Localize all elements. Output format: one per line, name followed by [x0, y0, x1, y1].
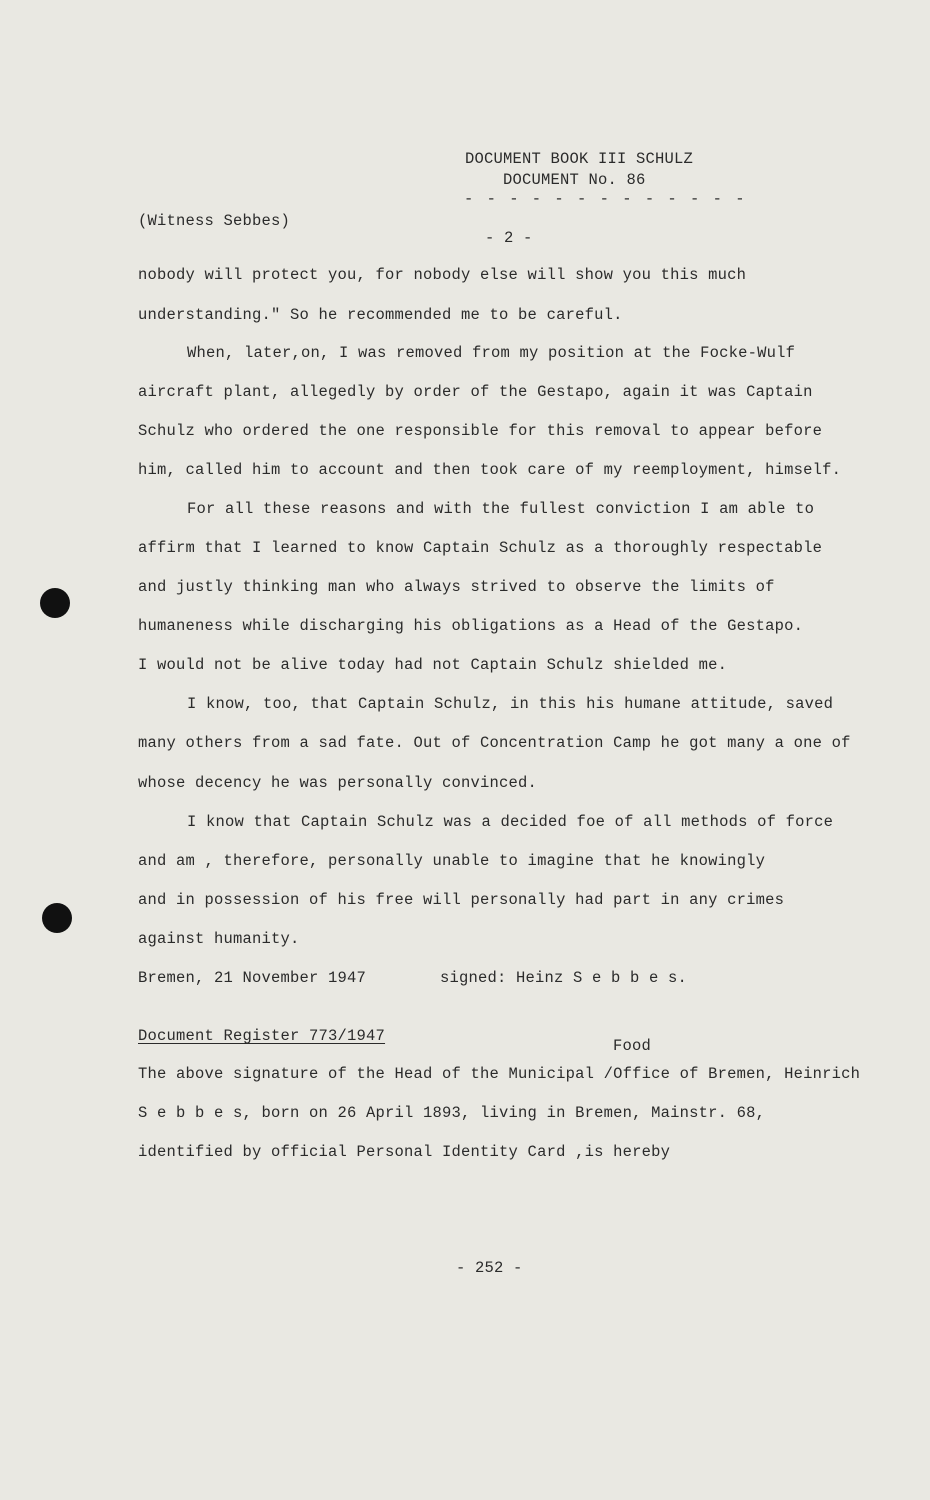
register-line: S e b b e s, born on 26 April 1893, living in Bremen, Mainstr. 68,: [138, 1104, 766, 1122]
witness-label: (Witness Sebbes): [138, 212, 291, 230]
body-line: I know, too, that Captain Schulz, in this his humane attitude, saved: [187, 695, 834, 713]
body-line: and in possession of his free will personally had part in any crimes: [138, 891, 785, 909]
header-dash-rule: - - - - - - - - - - - - -: [464, 190, 747, 208]
body-line: humaneness while discharging his obligations as a Head of the Gestapo.: [138, 617, 804, 635]
document-book-line: DOCUMENT BOOK III SCHULZ: [465, 150, 694, 168]
punch-hole-top: [40, 588, 70, 618]
body-line: many others from a sad fate. Out of Concentration Camp he got many a one of: [138, 734, 851, 752]
body-line: I would not be alive today had not Captain Schulz shielded me.: [138, 656, 728, 674]
register-line: The above signature of the Head of the Municipal /Office of Bremen, Heinrich: [138, 1065, 861, 1083]
signed-line: signed: Heinz S e b b e s.: [440, 969, 688, 987]
register-line: identified by official Personal Identity Card ,is hereby: [138, 1143, 671, 1161]
body-line: and justly thinking man who always strived to observe the limits of: [138, 578, 775, 596]
body-line: affirm that I learned to know Captain Schulz as a thoroughly respectable: [138, 539, 823, 557]
document-register-label: Document Register 773/1947: [138, 1027, 386, 1045]
body-line: and am , therefore, personally unable to imagine that he knowingly: [138, 852, 766, 870]
body-line: against humanity.: [138, 930, 300, 948]
body-line: nobody will protect you, for nobody else will show you this much: [138, 266, 747, 284]
body-line: him, called him to account and then took care of my reemployment, himself.: [138, 461, 842, 479]
footer-page-number: - 252 -: [456, 1259, 523, 1277]
place-date: Bremen, 21 November 1947: [138, 969, 367, 987]
document-number-line: DOCUMENT No. 86: [503, 171, 646, 189]
punch-hole-bottom: [42, 903, 72, 933]
body-line: understanding." So he recommended me to be careful.: [138, 306, 623, 324]
body-line: When, later,on, I was removed from my position at the Focke-Wulf: [187, 344, 796, 362]
body-line: whose decency he was personally convinced.: [138, 774, 538, 792]
page-marker: - 2 -: [485, 229, 533, 247]
inserted-word: Food: [613, 1037, 652, 1055]
body-line: I know that Captain Schulz was a decided foe of all methods of force: [187, 813, 834, 831]
body-line: aircraft plant, allegedly by order of the Gestapo, again it was Captain: [138, 383, 813, 401]
body-line: For all these reasons and with the fullest conviction I am able to: [187, 500, 815, 518]
body-line: Schulz who ordered the one responsible for this removal to appear before: [138, 422, 823, 440]
